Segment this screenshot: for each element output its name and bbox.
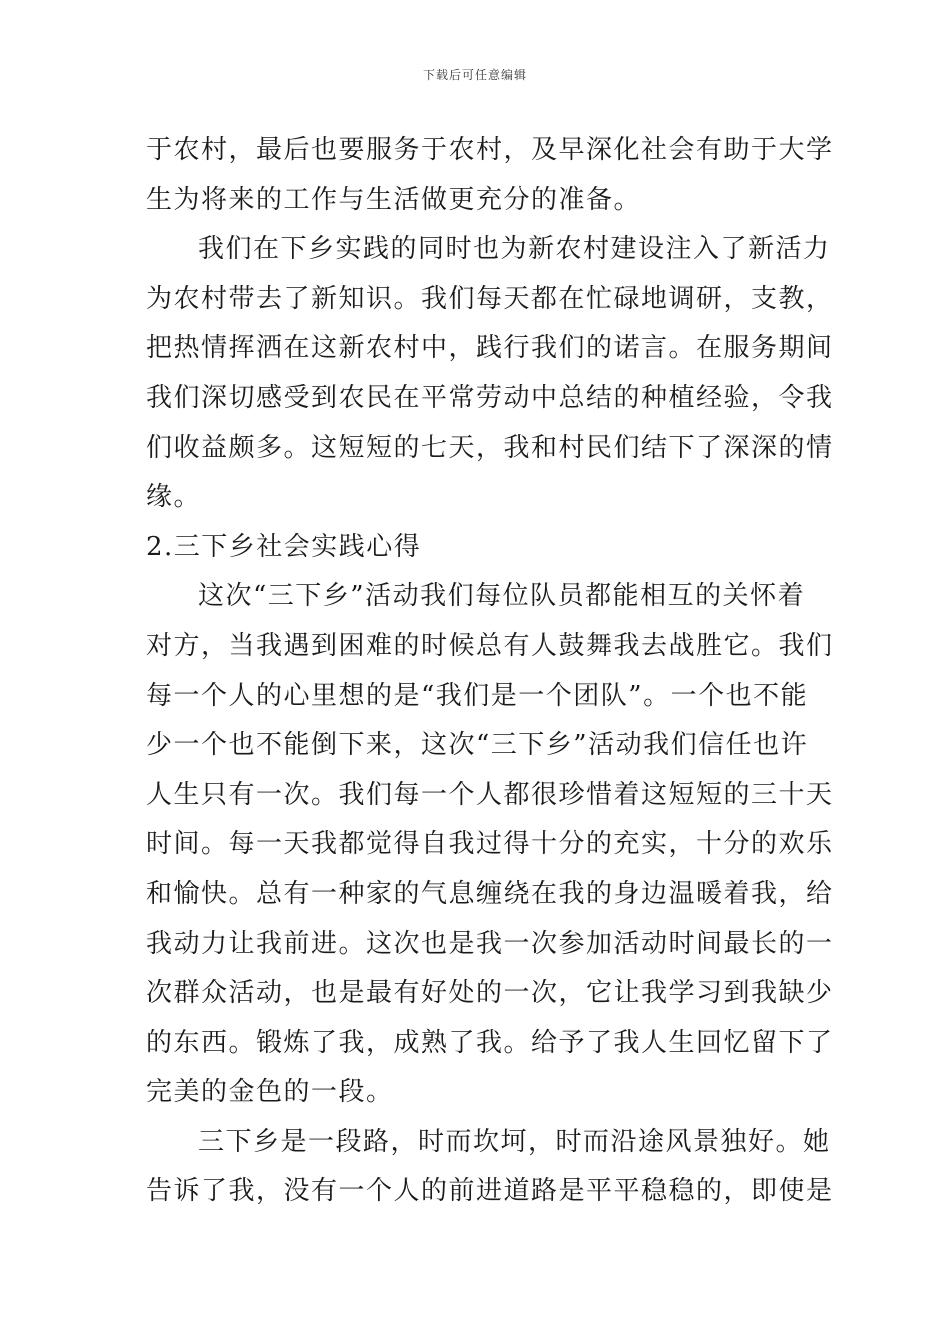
text-line: 生为将来的工作与生活做更充分的准备。 (146, 184, 642, 215)
paragraph-first-line: 三下乡是一段路，时而坎坷，时而沿途风景独好。她 (198, 1126, 831, 1157)
paragraph-first-line: 我们在下乡实践的同时也为新农村建设注入了新活力 (198, 234, 831, 265)
text-line: 完美的金色的一段。 (146, 1077, 394, 1108)
text-line: 我们深切感受到农民在平常劳动中总结的种植经验，令我 (146, 382, 834, 413)
text-line: 为农村带去了新知识。我们每天都在忙碌地调研，支教， (146, 283, 834, 314)
text-line: 把热情挥洒在这新农村中，践行我们的诺言。在服务期间 (146, 333, 834, 364)
text-line: 的东西。锻炼了我，成熟了我。给予了我人生回忆留下了 (146, 1027, 834, 1058)
section-heading: 2.三下乡社会实践心得 (146, 531, 422, 562)
text-line: 告诉了我，没有一个人的前进道路是平平稳稳的，即使是 (146, 1176, 834, 1207)
text-line: 少一个也不能倒下来，这次“三下乡”活动我们信任也许 (146, 730, 809, 761)
text-line: 人生只有一次。我们每一个人都很珍惜着这短短的三十天 (146, 779, 834, 810)
text-line: 和愉快。总有一种家的气息缠绕在我的身边温暖着我，给 (146, 878, 834, 909)
document-body (146, 126, 834, 1217)
text-line: 对方，当我遇到困难的时候总有人鼓舞我去战胜它。我们 (146, 630, 834, 661)
text-line: 时间。每一天我都觉得自我过得十分的充实，十分的欢乐 (146, 829, 834, 860)
text-line: 们收益颇多。这短短的七天，我和村民们结下了深深的情 (146, 432, 834, 463)
text-line: 于农村，最后也要服务于农村，及早深化社会有助于大学 (146, 135, 834, 165)
text-line: 次群众活动，也是最有好处的一次，它让我学习到我缺少 (146, 978, 834, 1009)
paragraph-first-line: 这次“三下乡”活动我们每位队员都能相互的关怀着 (198, 581, 806, 612)
text-line: 我动力让我前进。这次也是我一次参加活动时间最长的一 (146, 928, 834, 959)
text-line: 每一个人的心里想的是“我们是一个团队”。一个也不能 (146, 680, 809, 711)
page-header-note: 下载后可任意编辑 (422, 68, 527, 82)
text-line: 缘。 (146, 482, 202, 513)
